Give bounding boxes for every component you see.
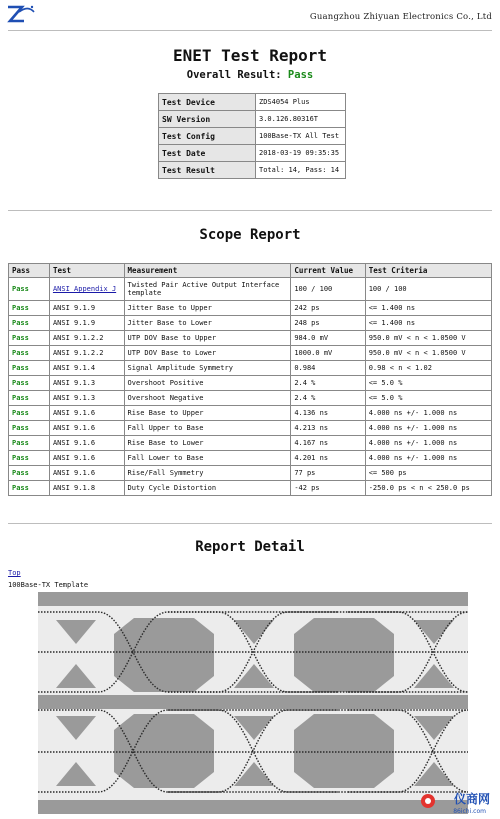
page-header: [0, 0, 500, 30]
status-cell: Pass: [9, 466, 50, 481]
criteria-cell: <= 500 ps: [365, 466, 491, 481]
criteria-cell: 0.98 < n < 1.02: [365, 361, 491, 376]
scope-row: [9, 421, 492, 436]
scope-report-title: Scope Report: [199, 227, 301, 243]
template-name: 100Base-TX Template: [8, 581, 89, 589]
test-cell: ANSI 9.1.6: [49, 421, 124, 436]
value-cell: 242 ps: [291, 301, 365, 316]
scope-header-row: [9, 264, 492, 278]
report-title: ENET Test Report: [172, 46, 328, 65]
measurement-cell: Twisted Pair Active Output Interface template: [124, 278, 291, 301]
scope-column-header: Current Value: [291, 264, 365, 278]
status-cell: Pass: [9, 301, 50, 316]
scope-row: [9, 316, 492, 331]
scope-row: [9, 481, 492, 496]
mask-middle-band: [38, 695, 468, 709]
watermark-subtext: 86ichi.com: [453, 808, 486, 815]
scope-row: [9, 346, 492, 361]
scope-column-header: Test Criteria: [365, 264, 491, 278]
mask-top-band: [38, 592, 468, 606]
status-cell: Pass: [9, 391, 50, 406]
status-cell: Pass: [9, 361, 50, 376]
test-cell: ANSI 9.1.2.2: [49, 346, 124, 361]
measurement-cell: Overshoot Negative: [124, 391, 291, 406]
status-cell: Pass: [9, 346, 50, 361]
scope-row: [9, 391, 492, 406]
status-cell: Pass: [9, 406, 50, 421]
test-cell: ANSI 9.1.4: [49, 361, 124, 376]
summary-row: [159, 162, 346, 179]
measurement-cell: Overshoot Positive: [124, 376, 291, 391]
watermark-text: 仪商网: [453, 792, 490, 806]
scope-table: [8, 263, 492, 496]
overall-result-value: Pass: [287, 69, 314, 81]
header-divider: [8, 30, 492, 31]
measurement-cell: UTP DOV Base to Lower: [124, 346, 291, 361]
criteria-cell: <= 1.400 ns: [365, 316, 491, 331]
summary-row: [159, 94, 346, 111]
status-cell: Pass: [9, 376, 50, 391]
summary-row: [159, 145, 346, 162]
summary-value: 100Base-TX All Test: [256, 128, 346, 145]
criteria-cell: -250.0 ps < n < 250.0 ps: [365, 481, 491, 496]
summary-value: 3.0.126.80316T: [256, 111, 346, 128]
scope-column-header: Pass: [9, 264, 50, 278]
criteria-cell: <= 5.0 %: [365, 391, 491, 406]
value-cell: 984.0 mV: [291, 331, 365, 346]
measurement-cell: Duty Cycle Distortion: [124, 481, 291, 496]
criteria-cell: 4.000 ns +/- 1.000 ns: [365, 436, 491, 451]
zlg-logo-icon: [6, 3, 36, 25]
summary-key: Test Date: [159, 145, 256, 162]
scope-row: [9, 436, 492, 451]
status-cell: Pass: [9, 481, 50, 496]
test-cell: ANSI 9.1.6: [49, 436, 124, 451]
section-divider-1: [8, 210, 492, 211]
value-cell: 77 ps: [291, 466, 365, 481]
test-cell: [49, 278, 124, 301]
measurement-cell: Rise Base to Lower: [124, 436, 291, 451]
criteria-cell: 4.000 ns +/- 1.000 ns: [365, 406, 491, 421]
value-cell: 2.4 %: [291, 376, 365, 391]
scope-column-header: Test: [49, 264, 124, 278]
value-cell: 4.167 ns: [291, 436, 365, 451]
scope-row: [9, 301, 492, 316]
status-cell: Pass: [9, 436, 50, 451]
scope-row: [9, 361, 492, 376]
mask-bottom-band: [38, 800, 468, 814]
scope-row: [9, 278, 492, 301]
criteria-cell: 950.0 mV < n < 1.0500 V: [365, 331, 491, 346]
measurement-cell: Fall Upper to Base: [124, 421, 291, 436]
scope-row: [9, 331, 492, 346]
company-name: Guangzhou Zhiyuan Electronics Co., Ltd: [309, 12, 492, 22]
status-cell: Pass: [9, 331, 50, 346]
value-cell: 4.213 ns: [291, 421, 365, 436]
summary-key: Test Device: [159, 94, 256, 111]
test-cell: ANSI 9.1.2.2: [49, 331, 124, 346]
value-cell: 4.136 ns: [291, 406, 365, 421]
criteria-cell: <= 5.0 %: [365, 376, 491, 391]
measurement-cell: UTP DOV Base to Upper: [124, 331, 291, 346]
scope-row: [9, 406, 492, 421]
measurement-cell: Jitter Base to Upper: [124, 301, 291, 316]
status-cell: Pass: [9, 451, 50, 466]
test-cell: ANSI 9.1.6: [49, 451, 124, 466]
eye-diagram-image: [38, 592, 468, 814]
scope-column-header: Measurement: [124, 264, 291, 278]
measurement-cell: Jitter Base to Lower: [124, 316, 291, 331]
summary-row: [159, 128, 346, 145]
measurement-cell: Rise Base to Upper: [124, 406, 291, 421]
test-cell: ANSI 9.1.3: [49, 376, 124, 391]
summary-value: Total: 14, Pass: 14: [256, 162, 346, 179]
test-cell: ANSI 9.1.6: [49, 466, 124, 481]
value-cell: 4.201 ns: [291, 451, 365, 466]
summary-key: SW Version: [159, 111, 256, 128]
criteria-cell: 4.000 ns +/- 1.000 ns: [365, 421, 491, 436]
criteria-cell: <= 1.400 ns: [365, 301, 491, 316]
status-cell: Pass: [9, 421, 50, 436]
top-link[interactable]: Top: [8, 569, 21, 577]
test-cell: ANSI 9.1.8: [49, 481, 124, 496]
status-cell: Pass: [9, 278, 50, 301]
summary-key: Test Result: [159, 162, 256, 179]
scope-row: [9, 451, 492, 466]
test-cell: ANSI 9.1.9: [49, 301, 124, 316]
test-cell: ANSI 9.1.9: [49, 316, 124, 331]
value-cell: -42 ps: [291, 481, 365, 496]
test-cell: ANSI 9.1.3: [49, 391, 124, 406]
measurement-cell: Rise/Fall Symmetry: [124, 466, 291, 481]
value-cell: 2.4 %: [291, 391, 365, 406]
overall-result-label: Overall Result:: [186, 69, 282, 81]
measurement-cell: Fall Lower to Base: [124, 451, 291, 466]
section-divider-2: [8, 523, 492, 524]
report-detail-title: Report Detail: [195, 539, 305, 555]
value-cell: 0.984: [291, 361, 365, 376]
scope-row: [9, 376, 492, 391]
criteria-cell: 100 / 100: [365, 278, 491, 301]
summary-row: [159, 111, 346, 128]
value-cell: 248 ps: [291, 316, 365, 331]
status-cell: Pass: [9, 316, 50, 331]
test-cell: ANSI 9.1.6: [49, 406, 124, 421]
value-cell: 1000.0 mV: [291, 346, 365, 361]
criteria-cell: 950.0 mV < n < 1.0500 V: [365, 346, 491, 361]
scope-row: [9, 466, 492, 481]
summary-value: 2018-03-19 09:35:35: [256, 145, 346, 162]
measurement-cell: Signal Amplitude Symmetry: [124, 361, 291, 376]
criteria-cell: 4.000 ns +/- 1.000 ns: [365, 451, 491, 466]
summary-table: [158, 93, 346, 179]
summary-value: ZDS4054 Plus: [256, 94, 346, 111]
overall-result: [0, 69, 500, 81]
test-link[interactable]: ANSI Appendix J: [52, 285, 117, 293]
value-cell: 100 / 100: [291, 278, 365, 301]
summary-key: Test Config: [159, 128, 256, 145]
